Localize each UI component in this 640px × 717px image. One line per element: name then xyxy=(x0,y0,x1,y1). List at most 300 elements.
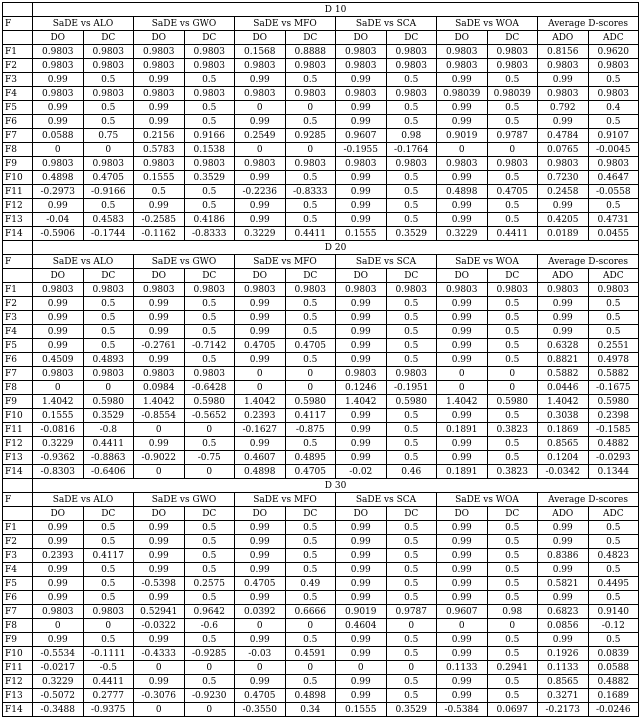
value-cell: 0.99 xyxy=(33,577,84,591)
value-cell: 0.5 xyxy=(184,591,235,605)
function-label: F10 xyxy=(3,647,33,661)
value-cell: 0.99 xyxy=(134,199,185,213)
value-cell: 0.5 xyxy=(386,437,437,451)
value-cell: 0.99 xyxy=(538,311,589,325)
value-cell: -0.02 xyxy=(336,465,387,479)
value-cell: 0.99 xyxy=(336,633,387,647)
value-cell: 0.4978 xyxy=(588,353,639,367)
value-cell: 0.9803 xyxy=(588,59,639,73)
value-cell: 0.5 xyxy=(588,535,639,549)
value-cell: 0 xyxy=(184,703,235,717)
value-cell: 0.5 xyxy=(386,549,437,563)
value-cell: 0.4705 xyxy=(235,689,286,703)
value-cell: 0.5 xyxy=(184,535,235,549)
table-row xyxy=(3,339,639,353)
d-scores-table xyxy=(2,2,639,717)
value-cell: 0.9803 xyxy=(184,45,235,59)
group-header: SaDE vs MFO xyxy=(235,17,336,31)
value-cell: 0.5 xyxy=(487,339,538,353)
value-cell: 0.99 xyxy=(33,535,84,549)
sub-header: DC xyxy=(184,507,235,521)
value-cell: 0.5 xyxy=(184,297,235,311)
value-cell: 0.98039 xyxy=(487,87,538,101)
value-cell: 0.4117 xyxy=(83,549,134,563)
value-cell: 0.4186 xyxy=(184,213,235,227)
value-cell: 0.4784 xyxy=(538,129,589,143)
value-cell: -0.04 xyxy=(33,213,84,227)
table-row xyxy=(3,185,639,199)
value-cell: 0.5 xyxy=(487,647,538,661)
value-cell: 0.9803 xyxy=(134,59,185,73)
group-header: SaDE vs WOA xyxy=(437,255,538,269)
function-label: F9 xyxy=(3,157,33,171)
value-cell: 0.99 xyxy=(134,535,185,549)
value-cell: 0.99 xyxy=(437,521,488,535)
value-cell: 0.5 xyxy=(285,535,336,549)
value-cell: 0.5 xyxy=(386,451,437,465)
table-row xyxy=(3,101,639,115)
value-cell: 0.99 xyxy=(437,535,488,549)
value-cell: 0.4895 xyxy=(285,451,336,465)
value-cell: 0.5 xyxy=(184,549,235,563)
value-cell: 0.9803 xyxy=(33,59,84,73)
value-cell: 0.99 xyxy=(235,213,286,227)
value-cell: -0.3550 xyxy=(235,703,286,717)
value-cell: 0.792 xyxy=(538,101,589,115)
value-cell: 0.1926 xyxy=(538,647,589,661)
value-cell: -0.1585 xyxy=(588,423,639,437)
value-cell: 0.99 xyxy=(538,73,589,87)
function-label: F12 xyxy=(3,675,33,689)
sub-header-row xyxy=(3,31,639,45)
group-header: SaDE vs ALO xyxy=(33,255,134,269)
value-cell: 0 xyxy=(487,143,538,157)
value-cell: 0.9803 xyxy=(83,367,134,381)
value-cell: 0.2549 xyxy=(235,129,286,143)
value-cell: 0.5 xyxy=(588,591,639,605)
value-cell: 0.3229 xyxy=(33,675,84,689)
value-cell: 0.99 xyxy=(437,451,488,465)
value-cell: 0.9803 xyxy=(83,45,134,59)
table-row xyxy=(3,619,639,633)
value-cell: 0.99 xyxy=(235,199,286,213)
sub-header: DO xyxy=(235,507,286,521)
value-cell: 0.5 xyxy=(588,563,639,577)
value-cell: 0.5 xyxy=(285,549,336,563)
value-cell: 0.99 xyxy=(437,647,488,661)
value-cell: 0.5 xyxy=(487,297,538,311)
value-cell: -0.3076 xyxy=(134,689,185,703)
value-cell: 0.99 xyxy=(33,339,84,353)
sub-header-empty-cell xyxy=(3,269,33,283)
value-cell: -0.5906 xyxy=(33,227,84,241)
value-cell: 0.5 xyxy=(487,591,538,605)
sub-header: DC xyxy=(184,269,235,283)
value-cell: 0.5 xyxy=(487,101,538,115)
group-header: SaDE vs SCA xyxy=(336,493,437,507)
value-cell: -0.1675 xyxy=(588,381,639,395)
table-row xyxy=(3,157,639,171)
group-header: SaDE vs GWO xyxy=(134,493,235,507)
value-cell: 0.5 xyxy=(184,199,235,213)
value-cell: 0.9803 xyxy=(437,157,488,171)
value-cell: 0.5 xyxy=(184,115,235,129)
value-cell: 0.9803 xyxy=(538,157,589,171)
value-cell: 0.5 xyxy=(386,199,437,213)
function-label: F8 xyxy=(3,619,33,633)
value-cell: 1.4042 xyxy=(437,395,488,409)
table-row xyxy=(3,129,639,143)
function-label: F11 xyxy=(3,661,33,675)
function-label: F9 xyxy=(3,633,33,647)
value-cell: 0.99 xyxy=(437,339,488,353)
value-cell: 0 xyxy=(386,661,437,675)
value-cell: 0.9803 xyxy=(437,283,488,297)
value-cell: 0.99 xyxy=(336,185,387,199)
function-label: F14 xyxy=(3,227,33,241)
value-cell: -0.12 xyxy=(588,619,639,633)
dimension-row xyxy=(3,241,639,255)
value-cell: 0.99 xyxy=(33,115,84,129)
value-cell: 0.2393 xyxy=(33,549,84,563)
function-label: F2 xyxy=(3,535,33,549)
value-cell: 0.5 xyxy=(588,297,639,311)
dimension-label: D 30 xyxy=(33,479,639,493)
table-row xyxy=(3,577,639,591)
value-cell: 0.9803 xyxy=(184,59,235,73)
value-cell: 0.5 xyxy=(184,185,235,199)
value-cell: 0.9803 xyxy=(33,283,84,297)
value-cell: 0.1555 xyxy=(134,171,185,185)
value-cell: 0.0697 xyxy=(487,703,538,717)
value-cell: 0.0984 xyxy=(134,381,185,395)
value-cell: -0.0045 xyxy=(588,143,639,157)
value-cell: -0.1111 xyxy=(83,647,134,661)
function-label: F9 xyxy=(3,395,33,409)
value-cell: 0.4898 xyxy=(33,171,84,185)
value-cell: 0.5 xyxy=(285,353,336,367)
sub-header: ADC xyxy=(588,507,639,521)
value-cell: 0.8386 xyxy=(538,549,589,563)
sub-header: DO xyxy=(33,507,84,521)
value-cell: 0.99 xyxy=(336,451,387,465)
table-row xyxy=(3,661,639,675)
value-cell: -0.1955 xyxy=(336,143,387,157)
sub-header: DC xyxy=(386,507,437,521)
value-cell: 0.99 xyxy=(134,73,185,87)
value-cell: 0.99 xyxy=(336,591,387,605)
sub-header: ADC xyxy=(588,269,639,283)
value-cell: 0.9803 xyxy=(487,157,538,171)
sub-header: DC xyxy=(285,31,336,45)
value-cell: 0.99 xyxy=(437,297,488,311)
table-row xyxy=(3,563,639,577)
function-label: F11 xyxy=(3,185,33,199)
value-cell: -0.1627 xyxy=(235,423,286,437)
value-cell: 0.99 xyxy=(336,199,387,213)
value-cell: 0.52941 xyxy=(134,605,185,619)
value-cell: 0 xyxy=(134,465,185,479)
function-label: F8 xyxy=(3,143,33,157)
table-row xyxy=(3,353,639,367)
value-cell: 0.9803 xyxy=(235,157,286,171)
f-header: F xyxy=(3,17,33,31)
value-cell: 0.99 xyxy=(437,675,488,689)
value-cell: 0 xyxy=(83,143,134,157)
value-cell: 0.5 xyxy=(83,311,134,325)
value-cell: 0.3229 xyxy=(235,227,286,241)
value-cell: -0.9230 xyxy=(184,689,235,703)
sub-header: DO xyxy=(235,269,286,283)
value-cell: 0.3823 xyxy=(487,465,538,479)
value-cell: 0.99 xyxy=(235,171,286,185)
sub-header: DO xyxy=(437,31,488,45)
function-label: F1 xyxy=(3,283,33,297)
value-cell: 0.99 xyxy=(33,521,84,535)
value-cell: 0.99 xyxy=(134,115,185,129)
table-row xyxy=(3,213,639,227)
value-cell: 0.9803 xyxy=(83,59,134,73)
value-cell: 0.99 xyxy=(437,353,488,367)
sub-header-empty-cell xyxy=(3,507,33,521)
value-cell: 0.5 xyxy=(285,521,336,535)
value-cell: 0.9803 xyxy=(386,157,437,171)
value-cell: 0.99 xyxy=(437,563,488,577)
value-cell: 0.8156 xyxy=(538,45,589,59)
value-cell: 0.99 xyxy=(235,115,286,129)
sub-header: DC xyxy=(184,31,235,45)
value-cell: -0.75 xyxy=(184,451,235,465)
group-header: SaDE vs SCA xyxy=(336,17,437,31)
value-cell: 0.9803 xyxy=(487,59,538,73)
value-cell: 0.5 xyxy=(83,521,134,535)
value-cell: -0.0217 xyxy=(33,661,84,675)
value-cell: 0.5 xyxy=(285,171,336,185)
group-header: SaDE vs GWO xyxy=(134,255,235,269)
group-header: SaDE vs WOA xyxy=(437,17,538,31)
value-cell: -0.0293 xyxy=(588,451,639,465)
value-cell: 0 xyxy=(285,101,336,115)
value-cell: 0.5 xyxy=(184,311,235,325)
value-cell: 0.99 xyxy=(134,563,185,577)
value-cell: 0.3529 xyxy=(386,703,437,717)
value-cell: 0.5 xyxy=(83,199,134,213)
value-cell: 0.5 xyxy=(285,297,336,311)
value-cell: 0.5 xyxy=(588,73,639,87)
value-cell: 0.1133 xyxy=(538,661,589,675)
value-cell: 0.3271 xyxy=(538,689,589,703)
value-cell: 0.99 xyxy=(437,577,488,591)
value-cell: 0.5 xyxy=(386,423,437,437)
value-cell: 0.5 xyxy=(386,633,437,647)
value-cell: -0.2585 xyxy=(134,213,185,227)
value-cell: 0.5 xyxy=(184,563,235,577)
value-cell: 0.2398 xyxy=(588,409,639,423)
value-cell: 0.5980 xyxy=(83,395,134,409)
value-cell: 0.9803 xyxy=(336,59,387,73)
value-cell: -0.0342 xyxy=(538,465,589,479)
value-cell: 0.99 xyxy=(336,339,387,353)
value-cell: 0.5 xyxy=(386,325,437,339)
value-cell: 0.5783 xyxy=(134,143,185,157)
value-cell: 0.99 xyxy=(235,353,286,367)
value-cell: -0.03 xyxy=(235,647,286,661)
table-row xyxy=(3,115,639,129)
function-label: F5 xyxy=(3,101,33,115)
value-cell: 0.4495 xyxy=(588,577,639,591)
value-cell: 0.4705 xyxy=(235,339,286,353)
value-cell: 0.99 xyxy=(437,409,488,423)
table-row xyxy=(3,73,639,87)
value-cell: 0.5 xyxy=(487,451,538,465)
value-cell: 0.0189 xyxy=(538,227,589,241)
value-cell: 0.4705 xyxy=(83,171,134,185)
value-cell: -0.9362 xyxy=(33,451,84,465)
value-cell: 0 xyxy=(33,381,84,395)
value-cell: 0.5 xyxy=(588,199,639,213)
function-label: F5 xyxy=(3,339,33,353)
value-cell: 0.99 xyxy=(235,549,286,563)
value-cell: -0.1744 xyxy=(83,227,134,241)
value-cell: 0.99 xyxy=(33,563,84,577)
value-cell: 0.99 xyxy=(437,549,488,563)
value-cell: 0.99 xyxy=(538,521,589,535)
function-label: F3 xyxy=(3,311,33,325)
value-cell: 0.1344 xyxy=(588,465,639,479)
value-cell: 0.5 xyxy=(285,591,336,605)
table-row xyxy=(3,325,639,339)
function-label: F10 xyxy=(3,409,33,423)
value-cell: -0.875 xyxy=(285,423,336,437)
value-cell: 0.0856 xyxy=(538,619,589,633)
value-cell: 0.4882 xyxy=(588,675,639,689)
value-cell: 0 xyxy=(437,381,488,395)
value-cell: 0.5 xyxy=(184,325,235,339)
function-label: F6 xyxy=(3,591,33,605)
function-label: F5 xyxy=(3,577,33,591)
function-label: F7 xyxy=(3,129,33,143)
value-cell: 0.4705 xyxy=(487,185,538,199)
value-cell: -0.3488 xyxy=(33,703,84,717)
group-header: SaDE vs WOA xyxy=(437,493,538,507)
value-cell: 0.99 xyxy=(33,633,84,647)
table-row xyxy=(3,381,639,395)
value-cell: 0.5980 xyxy=(285,395,336,409)
value-cell: 0 xyxy=(83,619,134,633)
value-cell: 0.5 xyxy=(83,297,134,311)
value-cell: 0 xyxy=(33,619,84,633)
function-label: F2 xyxy=(3,59,33,73)
value-cell: 0.9803 xyxy=(83,157,134,171)
value-cell: 0.4898 xyxy=(285,689,336,703)
value-cell: 0.99 xyxy=(33,325,84,339)
value-cell: 0.99 xyxy=(336,409,387,423)
value-cell: 0.5 xyxy=(83,73,134,87)
value-cell: 0.1891 xyxy=(437,423,488,437)
value-cell: 0.99 xyxy=(33,311,84,325)
value-cell: 0.99 xyxy=(134,591,185,605)
value-cell: -0.6 xyxy=(184,619,235,633)
value-cell: 0.99 xyxy=(336,689,387,703)
value-cell: 0.5 xyxy=(285,633,336,647)
value-cell: 0.2777 xyxy=(83,689,134,703)
value-cell: 0.4411 xyxy=(487,227,538,241)
value-cell: 0.99 xyxy=(336,647,387,661)
value-cell: 0.99 xyxy=(437,199,488,213)
sub-header: ADO xyxy=(538,31,589,45)
value-cell: 0.99 xyxy=(134,325,185,339)
value-cell: 0.5 xyxy=(588,521,639,535)
value-cell: -0.8863 xyxy=(83,451,134,465)
value-cell: 0.75 xyxy=(83,129,134,143)
sub-header: DC xyxy=(83,269,134,283)
function-label: F14 xyxy=(3,465,33,479)
value-cell: 0.99 xyxy=(336,213,387,227)
value-cell: -0.5652 xyxy=(184,409,235,423)
value-cell: 0.5 xyxy=(487,213,538,227)
value-cell: 0.4583 xyxy=(83,213,134,227)
value-cell: 0.5 xyxy=(285,311,336,325)
value-cell: 0.1555 xyxy=(336,227,387,241)
sub-header: ADO xyxy=(538,269,589,283)
value-cell: 0.9803 xyxy=(336,157,387,171)
dimension-empty-cell xyxy=(3,479,33,493)
sub-header: DO xyxy=(33,31,84,45)
value-cell: 0.5 xyxy=(487,535,538,549)
value-cell: 0.99 xyxy=(134,675,185,689)
value-cell: 0.5 xyxy=(487,199,538,213)
value-cell: 0.5 xyxy=(285,437,336,451)
value-cell: -0.0816 xyxy=(33,423,84,437)
function-label: F4 xyxy=(3,325,33,339)
value-cell: 0.9803 xyxy=(386,59,437,73)
value-cell: 0 xyxy=(336,661,387,675)
sub-header: DC xyxy=(487,507,538,521)
function-label: F2 xyxy=(3,297,33,311)
value-cell: 0.5 xyxy=(588,115,639,129)
value-cell: 0.4705 xyxy=(285,339,336,353)
value-cell: 0.3529 xyxy=(386,227,437,241)
value-cell: -0.9375 xyxy=(83,703,134,717)
value-cell: 0.5 xyxy=(184,521,235,535)
table-row xyxy=(3,283,639,297)
value-cell: 0.9803 xyxy=(386,367,437,381)
value-cell: 0.1568 xyxy=(235,45,286,59)
value-cell: 0.5 xyxy=(588,325,639,339)
value-cell: 0.99 xyxy=(235,675,286,689)
value-cell: 0.9803 xyxy=(134,87,185,101)
table-row xyxy=(3,199,639,213)
value-cell: 0.99 xyxy=(336,101,387,115)
value-cell: 0.5 xyxy=(588,633,639,647)
value-cell: 0 xyxy=(487,619,538,633)
value-cell: 0.2575 xyxy=(184,577,235,591)
value-cell: 0.99 xyxy=(437,73,488,87)
group-header: SaDE vs ALO xyxy=(33,17,134,31)
dimension-empty-cell xyxy=(3,3,33,17)
value-cell: 0.99 xyxy=(235,563,286,577)
value-cell: 0.5 xyxy=(386,535,437,549)
value-cell: 0.4898 xyxy=(235,465,286,479)
function-label: F1 xyxy=(3,521,33,535)
value-cell: 1.4042 xyxy=(538,395,589,409)
value-cell: 0.9803 xyxy=(386,283,437,297)
value-cell: 0.99 xyxy=(437,437,488,451)
value-cell: 0.99 xyxy=(235,591,286,605)
group-header: SaDE vs MFO xyxy=(235,255,336,269)
value-cell: 0.99 xyxy=(235,325,286,339)
value-cell: 0 xyxy=(487,381,538,395)
